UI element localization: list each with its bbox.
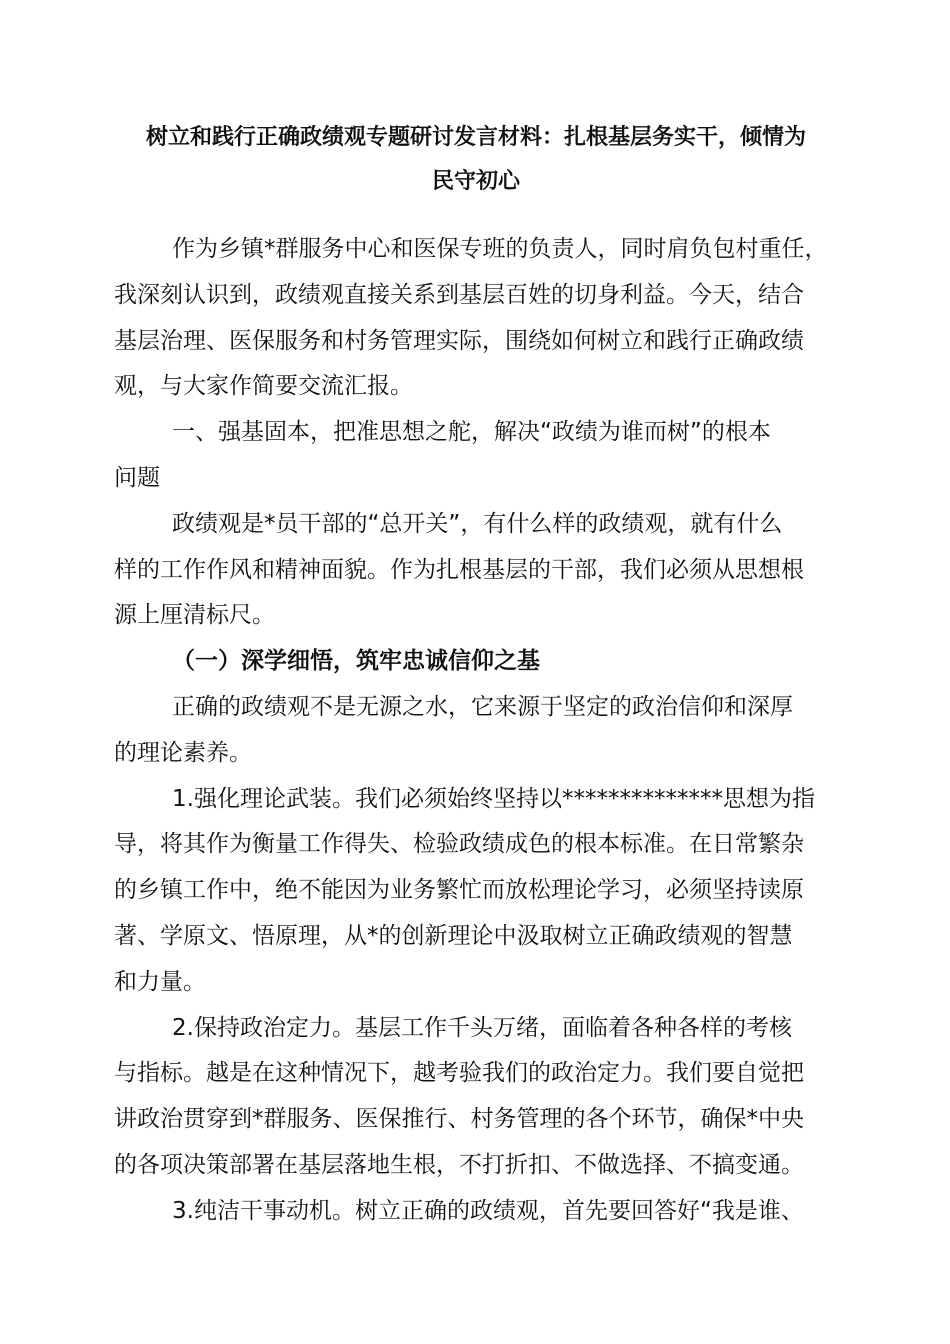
text-line: 的乡镇工作中，绝不能因为业务繁忙而放松理论学习，必须坚持读原 xyxy=(114,877,804,904)
text-line: 一、强基固本，把准思想之舵，解决“政绩为谁而树”的根本 xyxy=(172,419,771,446)
text-line: 2.保持政治定力。基层工作千头万绪，面临着各种各样的考核 xyxy=(172,1014,792,1041)
text-line: 1.强化理论武装。我们必须始终坚持以**************思想为指 xyxy=(172,785,815,812)
text-line: 的理论素养。 xyxy=(114,739,252,766)
paragraph xyxy=(114,685,838,777)
text-line: （一）深学细悟，筑牢忠诚信仰之基 xyxy=(172,648,540,675)
text-line: 问题 xyxy=(114,464,160,491)
paragraph xyxy=(114,1189,838,1235)
text-line: 正确的政绩观不是无源之水，它来源于坚定的政治信仰和深厚 xyxy=(172,693,793,720)
text-line: 观，与大家作简要交流汇报。 xyxy=(114,373,413,400)
text-line: 政绩观是*员干部的“总开关”，有什么样的政绩观，就有什么 xyxy=(172,510,783,537)
text-line: 作为乡镇*群服务中心和医保专班的负责人，同时肩负包村重任， xyxy=(172,236,828,262)
text-line: 我深刻认识到，政绩观直接关系到基层百姓的切身利益。今天，结合 xyxy=(114,281,804,308)
text-line: 讲政治贯穿到*群服务、医保推行、村务管理的各个环节，确保*中央 xyxy=(114,1106,804,1133)
paragraph xyxy=(114,777,838,1006)
text-line: 的各项决策部署在基层落地生根，不打折扣、不做选择、不搞变通。 xyxy=(114,1151,804,1178)
title-line: 民守初心 xyxy=(431,169,520,194)
text-line: 3.纯洁干事动机。树立正确的政绩观，首先要回答好“我是谁、 xyxy=(172,1197,804,1224)
subsection-heading xyxy=(114,639,838,685)
section-heading xyxy=(114,410,838,502)
text-line: 和力量。 xyxy=(114,968,206,995)
paragraph-intro xyxy=(114,227,838,410)
text-line: 与指标。越是在这种情况下，越考验我们的政治定力。我们要自觉把 xyxy=(114,1060,804,1087)
text-line: 样的工作作风和精神面貌。作为扎根基层的干部，我们必须从思想根 xyxy=(114,556,804,583)
document-title xyxy=(112,116,840,204)
title-line: 树立和践行正确政绩观专题研讨发言材料：扎根基层务实干，倾情为 xyxy=(145,125,806,150)
paragraph xyxy=(114,1006,838,1189)
document-body xyxy=(114,227,838,1235)
text-line: 源上厘清标尺。 xyxy=(114,602,275,629)
text-line: 基层治理、医保服务和村务管理实际，围绕如何树立和践行正确政绩 xyxy=(114,327,804,354)
text-line: 导，将其作为衡量工作得失、检验政绩成色的根本标准。在日常繁杂 xyxy=(114,831,804,858)
text-line: 著、学原文、悟原理，从*的创新理论中汲取树立正确政绩观的智慧 xyxy=(114,922,793,949)
paragraph xyxy=(114,502,838,639)
